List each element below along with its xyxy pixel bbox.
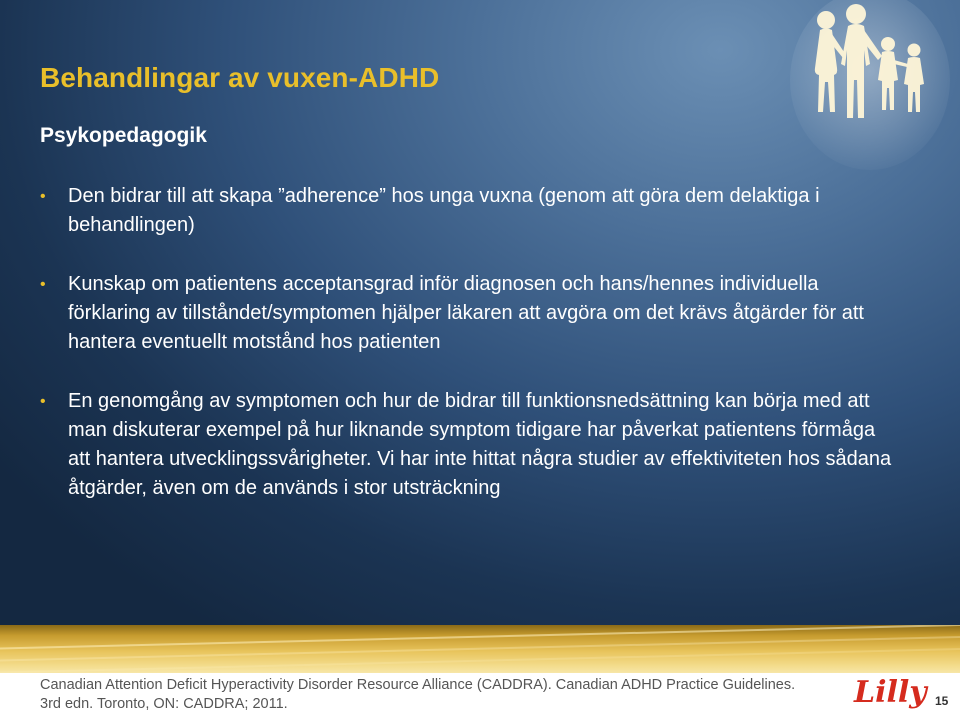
gold-decorative-band — [0, 625, 960, 673]
bullet-text: Kunskap om patientens acceptansgrad inför diagnosen och hans/hennes individuella förklaring av tillståndet/symptomen hjälper läkaren att avgöra om det krävs åtgärder för att hantera eventuellt motstånd hos patienten — [68, 273, 864, 353]
bullet-dot-icon: • — [40, 276, 46, 293]
slide-subtitle: Psykopedagogik — [40, 124, 207, 147]
bullet-text: Den bidrar till att skapa ”adherence” hos unga vuxna (genom att göra dem delaktiga i behandlingen) — [68, 185, 820, 236]
bullet-item — [40, 182, 900, 240]
bullet-text: En genomgång av symptomen och hur de bidrar till funktionsnedsättning kan börja med att man diskuterar exempel på hur liknande symptom tidigare har påverkat patientens förmåga att hantera utvecklingssvårigheter. Vi har inte hittat några studier av effektiviteten hos sådana åtgärder, även om de används i stor utsträckning — [68, 390, 892, 499]
bullet-dot-icon: • — [40, 188, 46, 205]
lilly-logo-text: Lilly — [854, 675, 927, 710]
bullet-item — [40, 387, 900, 503]
slide-title: Behandlingar av vuxen-ADHD — [40, 62, 440, 93]
bullet-item — [40, 270, 900, 357]
page-number: 15 — [935, 694, 949, 708]
citation-line-1: Canadian Attention Deficit Hyperactivity Disorder Resource Alliance (CADDRA). Canadian ADHD Practice Guidelines. — [40, 677, 796, 693]
lilly-logo-icon — [852, 672, 930, 712]
citation — [40, 676, 795, 714]
citation-line-2: 3rd edn. Toronto, ON: CADDRA; 2011. — [40, 696, 288, 712]
bullet-list — [40, 182, 900, 533]
bullet-dot-icon: • — [40, 393, 46, 410]
family-silhouette-icon — [790, 0, 950, 170]
